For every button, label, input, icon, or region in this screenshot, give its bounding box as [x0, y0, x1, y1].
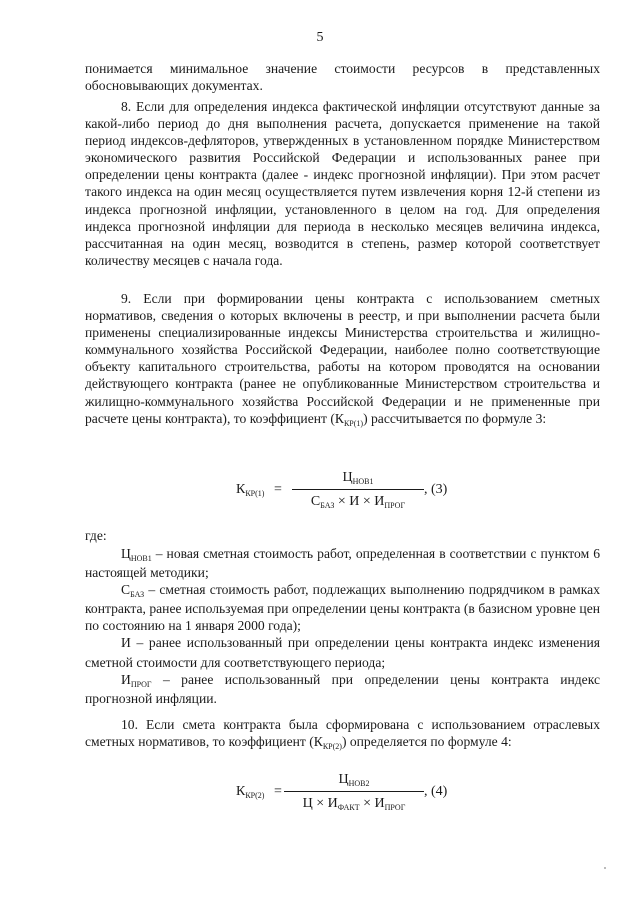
formula-3 [0, 470, 640, 520]
scan-speck [604, 867, 606, 869]
denominator: $Ц \times И_{ФАКТ} \times И_{ПРОГ}$ [302, 796, 406, 812]
paragraph-text: понимается минимальное значение стоимости ресурсов в представленных обосновывающих документах. [85, 61, 600, 94]
formula-number: , (4) [424, 784, 448, 799]
paragraph-text [85, 290, 600, 429]
fraction-bar [292, 489, 424, 490]
formula-4 [0, 772, 640, 822]
paragraph-continuation [85, 60, 600, 94]
page-number: 5 [316, 30, 324, 45]
definition-item: $И_{ПРОГ}$ – ранее использованный при определении цены контракта индекс прогнозной инфляции. [85, 671, 600, 706]
formula-fraction [284, 772, 424, 820]
formula-fraction [292, 470, 424, 518]
paragraph-text: 10. Если смета контракта была сформирована с использованием отраслевых сметных нормативов, то коэффициент $(К_{КР(2)})$ определяется по формуле 4: [85, 717, 600, 752]
definition-item: $Ц_{НОВ1}$ – новая сметная стоимость работ, определенная в соответствии с пунктом 6 настоящей методики; [85, 546, 600, 581]
definition-item: И – ранее использованный при определении цены контракта индекс изменения сметной стоимости для соответствующего периода; [85, 635, 600, 670]
numerator: $Ц_{НОВ2}$ [338, 772, 370, 788]
definition-item: $С_{БАЗ}$ – сметная стоимость работ, подлежащих выполнению подрядчиком в рамках контракта, ранее используемая при определении цены контракта (в базисном уровне цен по состоянию на 1 января 2000 года); [85, 582, 600, 634]
definitions [85, 545, 600, 707]
paragraph-9-end: ) рассчитывается по формуле 3: [363, 410, 547, 426]
formula-number: , (3) [424, 482, 448, 497]
paragraph-8 [85, 98, 600, 269]
paragraph-10 [85, 716, 600, 752]
paragraph-9 [85, 290, 600, 429]
numerator: $Ц_{НОВ1}$ [342, 470, 374, 486]
paragraph-9-main: 9. Если при формировании цены контракта с использованием сметных нормативов, сведения о которых включены в реестр, и при выполнении расчета были применены специализированные индексы Министерства строительства и жилищно-коммунального хозяйства Российской Федерации, наиболее полно соответствующие объекту капитального строительства, работы на котором проводятся на основании действующего контракта (ранее не опубликованные Министерством строительства и жилищно-коммунального хозяйства Российской Федерации и не примененные при расчете цены контракта), то коэффициент (К [85, 291, 600, 426]
paragraph-text: 8. Если для определения индекса фактической инфляции отсутствуют данные за какой-либо период до дня выполнения расчета, допускается применение на такой период индексов-дефляторов, утвержденных в установленном порядке Министерством экономического развития Российской Федерации и использованных ранее при определении цены контракта (далее - индекс прогнозной инфляции). При этом расчет такого индекса на один месяц осуществляется путем извлечения корня 12-й степени из индекса прогнозной инфляции, установленного в целом на год. Для определения индекса прогнозной инфляции для периода в несколько месяцев величина индекса, рассчитанная на один месяц, возводится в степень, размер которой соответствует количеству месяцев с начала года. [85, 99, 600, 268]
where-label: где: [85, 528, 107, 543]
subscript: КР(1) [343, 418, 364, 428]
fraction-bar [284, 791, 424, 792]
denominator: $С_{БАЗ} \times И \times И_{ПРОГ}$ [310, 494, 406, 510]
formula-lhs: $К_{КР(2)}$ = [236, 784, 282, 800]
formula-lhs: $К_{КР(1)}$ = [236, 482, 282, 498]
